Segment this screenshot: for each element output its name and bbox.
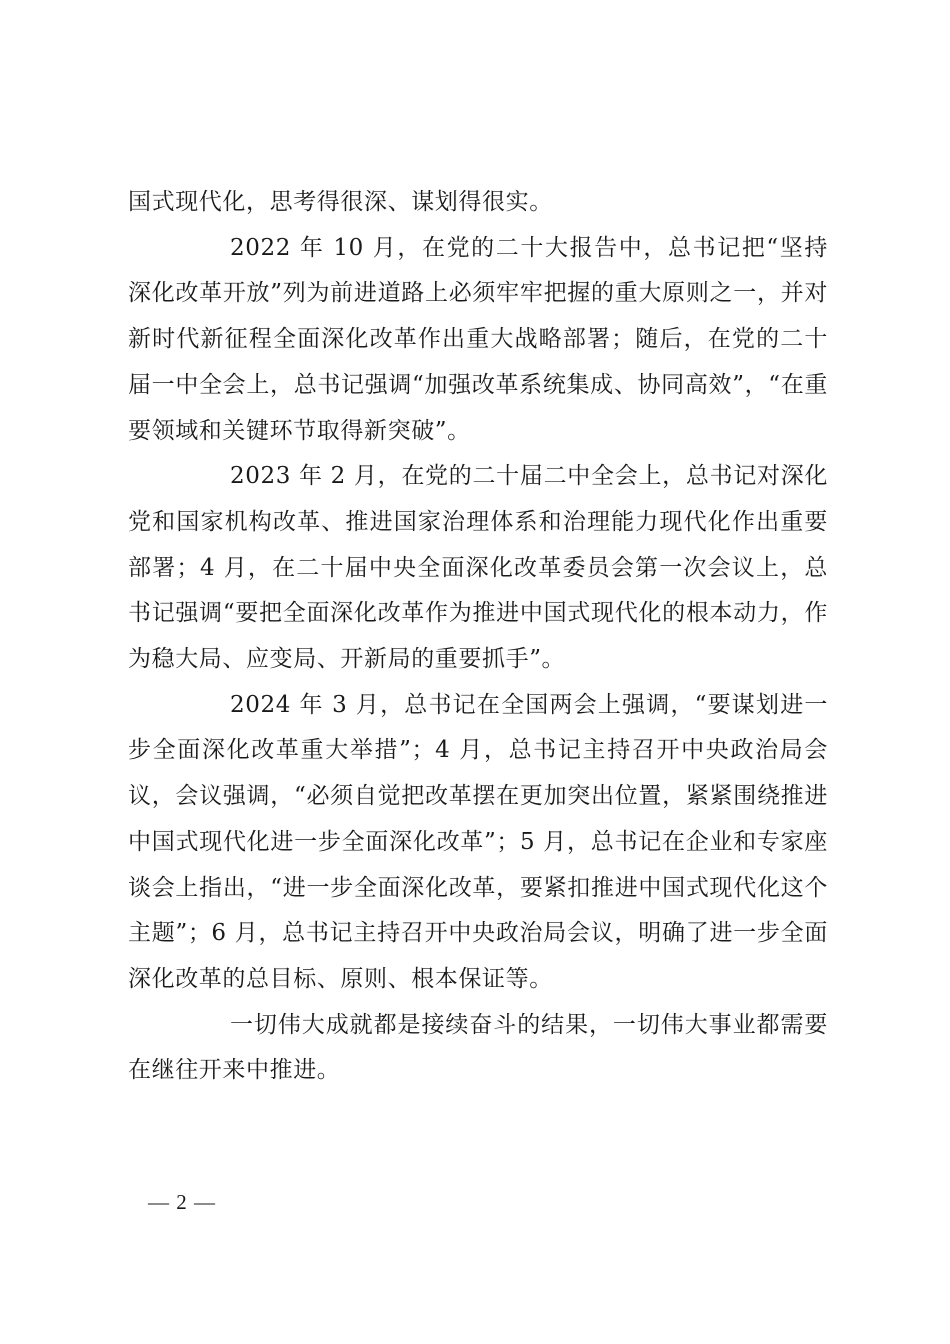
paragraph-5: 一切伟大成就都是接续奋斗的结果，一切伟大事业都需要在继往开来中推进。 (128, 1011, 828, 1084)
paragraph-2: 2022 年 10 月，在党的二十大报告中，总书记把“坚持深化改革开放”列为前进道路上必须牢牢把握的重大原则之一，并对新时代新征程全面深化改革作出重大战略部署；随后，在党的二十届一中全会上，总书记强调“加强改革系统集成、协同高效”，“在重要领域和关键环节取得新突破”。 (128, 234, 828, 444)
body-text (128, 180, 828, 1094)
page-number: — 2 — (148, 1190, 216, 1214)
paragraph-1: 国式现代化，思考得很深、谋划得很实。 (128, 189, 553, 215)
paragraph-3: 2023 年 2 月，在党的二十届二中全会上，总书记对深化党和国家机构改革、推进国家治理体系和治理能力现代化作出重要部署；4 月，在二十届中央全面深化改革委员会第一次会议上，总书记强调“要把全面深化改革作为推进中国式现代化的根本动力，作为稳大局、应变局、开新局的重要抓手”。 (128, 463, 828, 673)
paragraph-4: 2024 年 3 月，总书记在全国两会上强调，“要谋划进一步全面深化改革重大举措”；4 月，总书记主持召开中央政治局会议，会议强调，“必须自觉把改革摆在更加突出位置，紧紧围绕推进中国式现代化进一步全面深化改革”；5 月，总书记在企业和专家座谈会上指出，“进一步全面深化改革，要紧扣推进中国式现代化这个主题”；6 月，总书记主持召开中央政治局会议，明确了进一步全面深化改革的总目标、原则、根本保证等。 (128, 691, 828, 992)
